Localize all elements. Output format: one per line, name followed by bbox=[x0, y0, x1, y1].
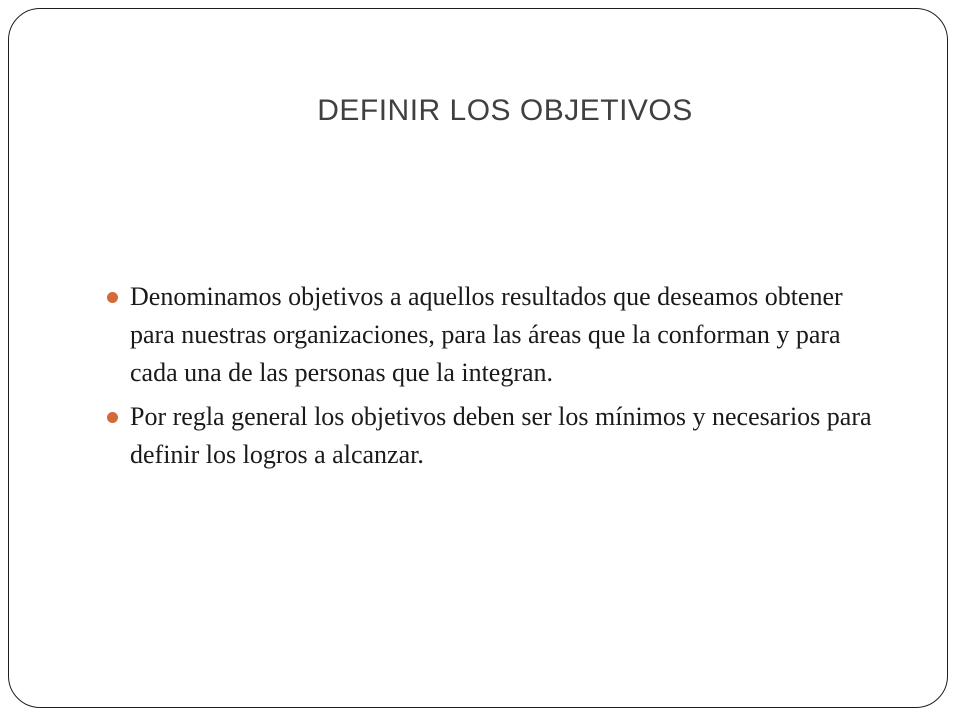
bullet-list bbox=[105, 278, 885, 480]
slide-title: DEFINIR LOS OBJETIVOS bbox=[317, 94, 693, 127]
bullet-item bbox=[105, 278, 885, 392]
bullet-text: Por regla general los objetivos deben ser los mínimos y necesarios para definir los logros a alcanzar. bbox=[130, 402, 872, 469]
bullet-dot-icon bbox=[107, 292, 118, 303]
bullet-item bbox=[105, 398, 885, 474]
bullet-dot-icon bbox=[107, 412, 118, 423]
bullet-text: Denominamos objetivos a aquellos resultados que deseamos obtener para nuestras organizaciones, para las áreas que la conforman y para cada una de las personas que la integran. bbox=[130, 282, 843, 387]
